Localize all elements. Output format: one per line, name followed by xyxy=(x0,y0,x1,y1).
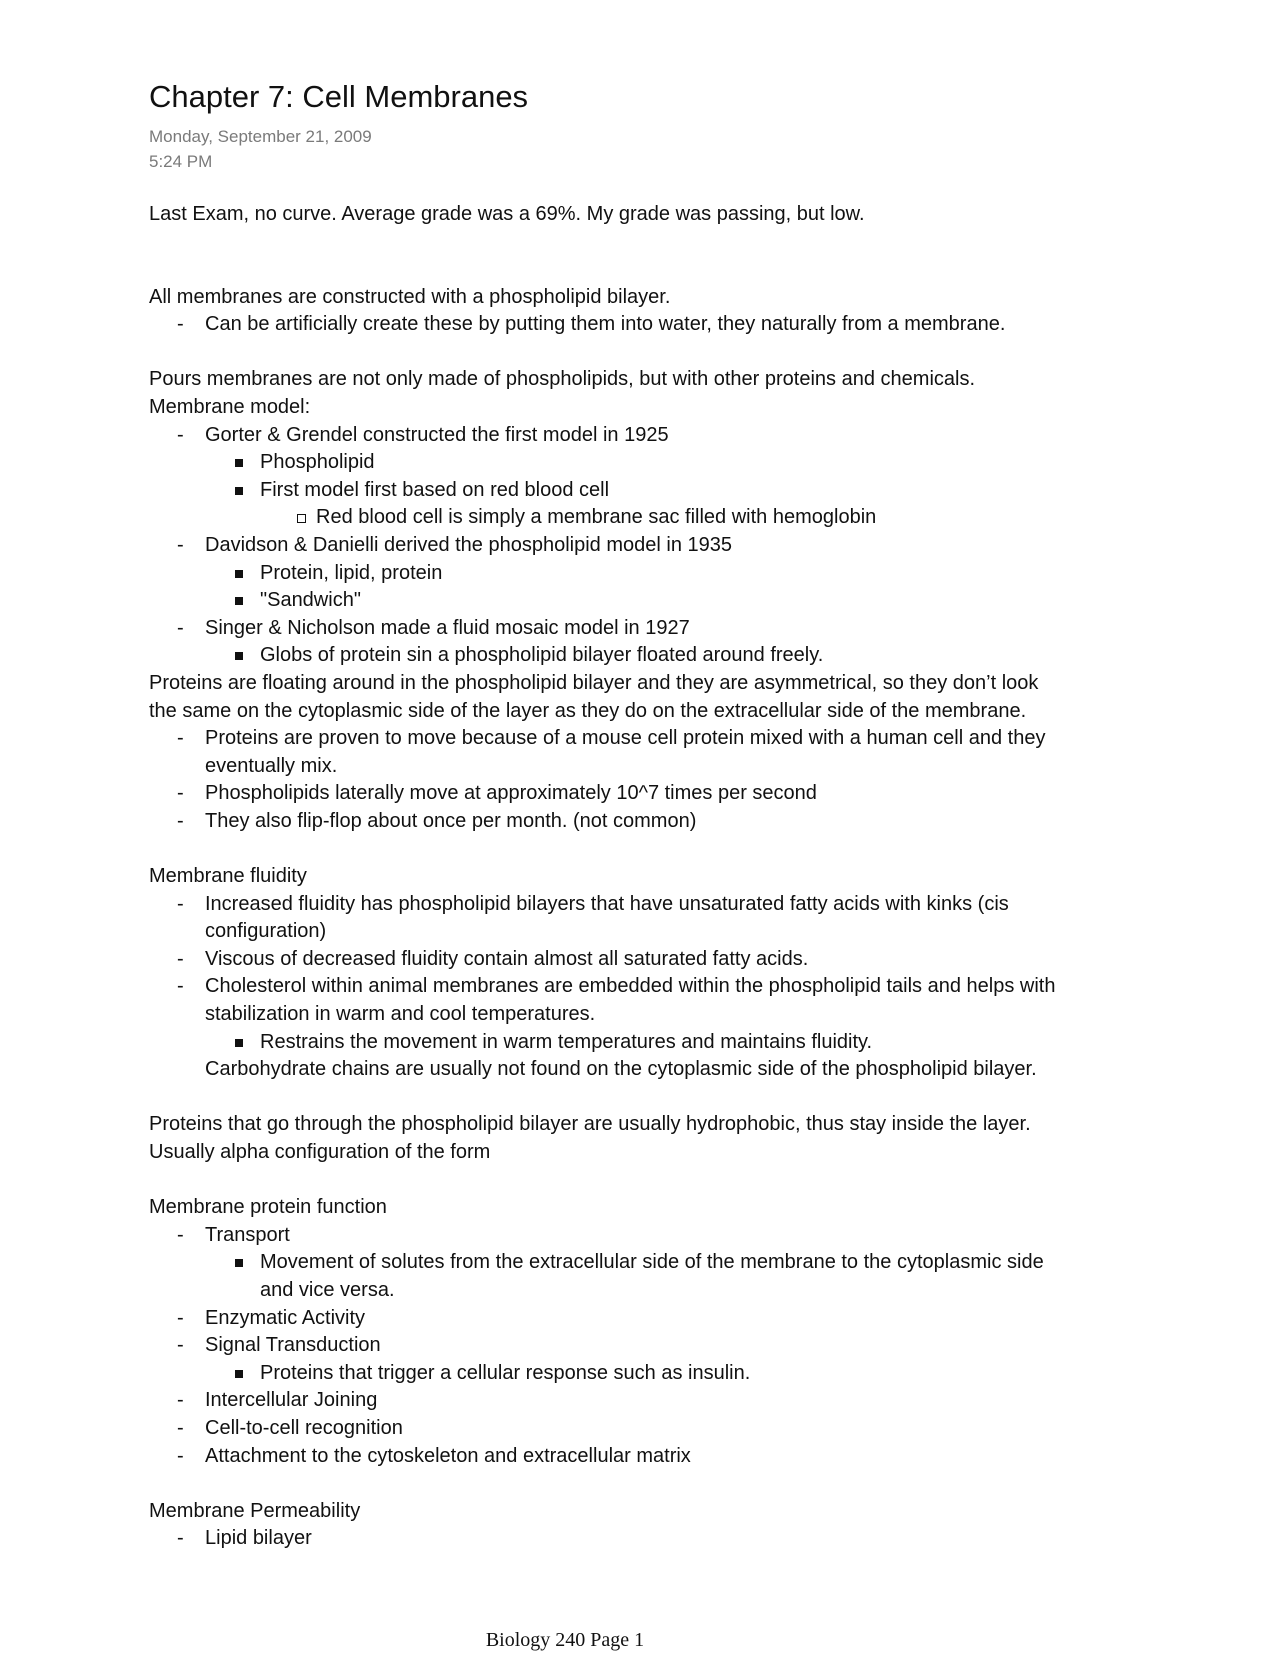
list-item-text: Gorter & Grendel constructed the first model in 1925 xyxy=(205,423,669,446)
function-heading: Membrane protein function xyxy=(149,1196,387,1219)
sub-sub-list-item xyxy=(149,504,1149,532)
list-item-text: Singer & Nicholson made a fluid mosaic model in 1927 xyxy=(205,616,690,639)
sub-list-item xyxy=(149,587,1149,615)
sub-list-item xyxy=(149,1249,1149,1277)
list-item-continuation: configuration) xyxy=(205,920,327,943)
square-bullet-icon xyxy=(235,1039,243,1047)
model-heading: Membrane model: xyxy=(149,395,311,418)
through-line-2: Usually alpha configuration of the form xyxy=(149,1141,491,1163)
list-item-text: Enzymatic Activity xyxy=(205,1306,366,1329)
list-item-text: Can be artificially create these by putting them into water, they naturally from a membrane. xyxy=(205,313,1006,336)
dash-bullet: - xyxy=(177,809,184,832)
dash-bullet: - xyxy=(177,892,184,915)
dash-bullet: - xyxy=(177,1444,184,1467)
sub-list-item xyxy=(149,1029,1149,1057)
sub-list-item xyxy=(149,560,1149,588)
list-item-text: Phospholipid xyxy=(260,451,375,474)
list-item-text: Attachment to the cytoskeleton and extracellular matrix xyxy=(205,1444,691,1467)
list-item xyxy=(149,1332,1149,1360)
list-item-text: Transport xyxy=(205,1223,290,1246)
hollow-square-bullet-icon xyxy=(297,514,306,523)
list-item-text: Davidson & Danielli derived the phospholipid model in 1935 xyxy=(205,533,733,556)
dash-bullet: - xyxy=(177,947,184,970)
list-item xyxy=(149,532,1149,560)
carbohydrate-line: Carbohydrate chains are usually not found on the cytoplasmic side of the phospholipid bilayer. xyxy=(205,1058,1037,1081)
list-item-text: Phospholipids laterally move at approximately 10^7 times per second xyxy=(205,782,817,805)
dash-bullet: - xyxy=(177,533,184,556)
dash-bullet: - xyxy=(177,423,184,446)
list-item-text: First model first based on red blood cell xyxy=(260,478,610,501)
list-item-text: Protein, lipid, protein xyxy=(260,561,443,584)
through-line-1: Proteins that go through the phospholipid bilayer are usually hydrophobic, thus stay inside the layer. xyxy=(149,1113,1031,1136)
exam-note: Last Exam, no curve. Average grade was a 69%. My grade was passing, but low. xyxy=(149,203,865,225)
list-item-text: Signal Transduction xyxy=(205,1334,381,1357)
list-item-text: Movement of solutes from the extracellular side of the membrane to the cytoplasmic side xyxy=(260,1251,1044,1274)
list-item xyxy=(149,1525,1149,1553)
list-item xyxy=(149,891,1149,919)
list-item-text: Red blood cell is simply a membrane sac filled with hemoglobin xyxy=(316,506,877,529)
bilayer-heading: All membranes are constructed with a phospholipid bilayer. xyxy=(149,285,671,308)
list-item xyxy=(149,808,1149,836)
page-footer: Biology 240 Page 1 xyxy=(485,1629,645,1651)
list-item xyxy=(149,946,1149,974)
list-item-text: Increased fluidity has phospholipid bilayers that have unsaturated fatty acids with kinks (cis xyxy=(205,892,1009,915)
square-bullet-icon xyxy=(235,1259,243,1267)
square-bullet-icon xyxy=(235,597,243,605)
list-item xyxy=(149,973,1149,1001)
list-item xyxy=(149,1415,1149,1443)
pours-line: Pours membranes are not only made of phospholipids, but with other proteins and chemicals. xyxy=(149,368,976,391)
sub-list-item xyxy=(149,1360,1149,1388)
list-item-continuation: stabilization in warm and cool temperatures. xyxy=(205,1003,596,1026)
dash-bullet: - xyxy=(177,1389,184,1412)
list-item-text: Restrains the movement in warm temperatures and maintains fluidity. xyxy=(260,1030,873,1053)
sub-list-item xyxy=(149,642,1149,670)
list-item xyxy=(149,422,1149,450)
square-bullet-icon xyxy=(235,487,243,495)
list-item-continuation: eventually mix. xyxy=(205,754,338,777)
list-item xyxy=(149,1443,1149,1471)
dash-bullet: - xyxy=(177,1223,184,1246)
proteins-line-1: Proteins are floating around in the phospholipid bilayer and they are asymmetrical, so they don’t look xyxy=(149,671,1039,694)
list-item-text: and vice versa. xyxy=(260,1278,395,1301)
sub-list-item xyxy=(149,477,1149,505)
list-item-text: Globs of protein sin a phospholipid bilayer floated around freely. xyxy=(260,644,824,667)
note-date: Monday, September 21, 2009 xyxy=(149,127,372,146)
sub-list-item-continuation xyxy=(149,1277,1149,1305)
square-bullet-icon xyxy=(235,652,243,660)
dash-bullet: - xyxy=(177,975,184,998)
list-item-text: "Sandwich" xyxy=(260,589,361,612)
fluidity-heading: Membrane fluidity xyxy=(149,865,307,888)
list-item xyxy=(149,1305,1149,1333)
list-item xyxy=(149,725,1149,753)
proteins-line-2: the same on the cytoplasmic side of the layer as they do on the extracellular side of the membrane. xyxy=(149,699,1027,722)
square-bullet-icon xyxy=(235,459,243,467)
list-item-text: Lipid bilayer xyxy=(205,1527,312,1550)
list-item xyxy=(149,615,1149,643)
dash-bullet: - xyxy=(177,727,184,750)
list-item xyxy=(149,1222,1149,1250)
dash-bullet: - xyxy=(177,1334,184,1357)
sub-list-item xyxy=(149,449,1149,477)
list-item-text: They also flip-flop about once per month. (not common) xyxy=(205,809,697,832)
note-time: 5:24 PM xyxy=(149,152,213,171)
dash-bullet: - xyxy=(177,313,184,336)
dash-bullet: - xyxy=(177,1306,184,1329)
list-item xyxy=(149,780,1149,808)
note-page xyxy=(149,74,1149,1553)
list-item-text: Viscous of decreased fluidity contain almost all saturated fatty acids. xyxy=(205,947,809,970)
dash-bullet: - xyxy=(177,1527,184,1550)
list-item-text: Intercellular Joining xyxy=(205,1389,378,1412)
page-title: Chapter 7: Cell Membranes xyxy=(149,79,529,114)
permeability-heading: Membrane Permeability xyxy=(149,1499,361,1522)
square-bullet-icon xyxy=(235,1370,243,1378)
list-item-text: Cell-to-cell recognition xyxy=(205,1416,403,1439)
list-item-text: Proteins are proven to move because of a mouse cell protein mixed with a human cell and they xyxy=(205,727,1046,750)
list-item-text: Cholesterol within animal membranes are embedded within the phospholipid tails and helps with xyxy=(205,975,1056,998)
list-item xyxy=(149,311,1149,339)
dash-bullet: - xyxy=(177,782,184,805)
dash-bullet: - xyxy=(177,1416,184,1439)
square-bullet-icon xyxy=(235,570,243,578)
list-item-text: Proteins that trigger a cellular response such as insulin. xyxy=(260,1361,751,1384)
dash-bullet: - xyxy=(177,616,184,639)
list-item xyxy=(149,1387,1149,1415)
